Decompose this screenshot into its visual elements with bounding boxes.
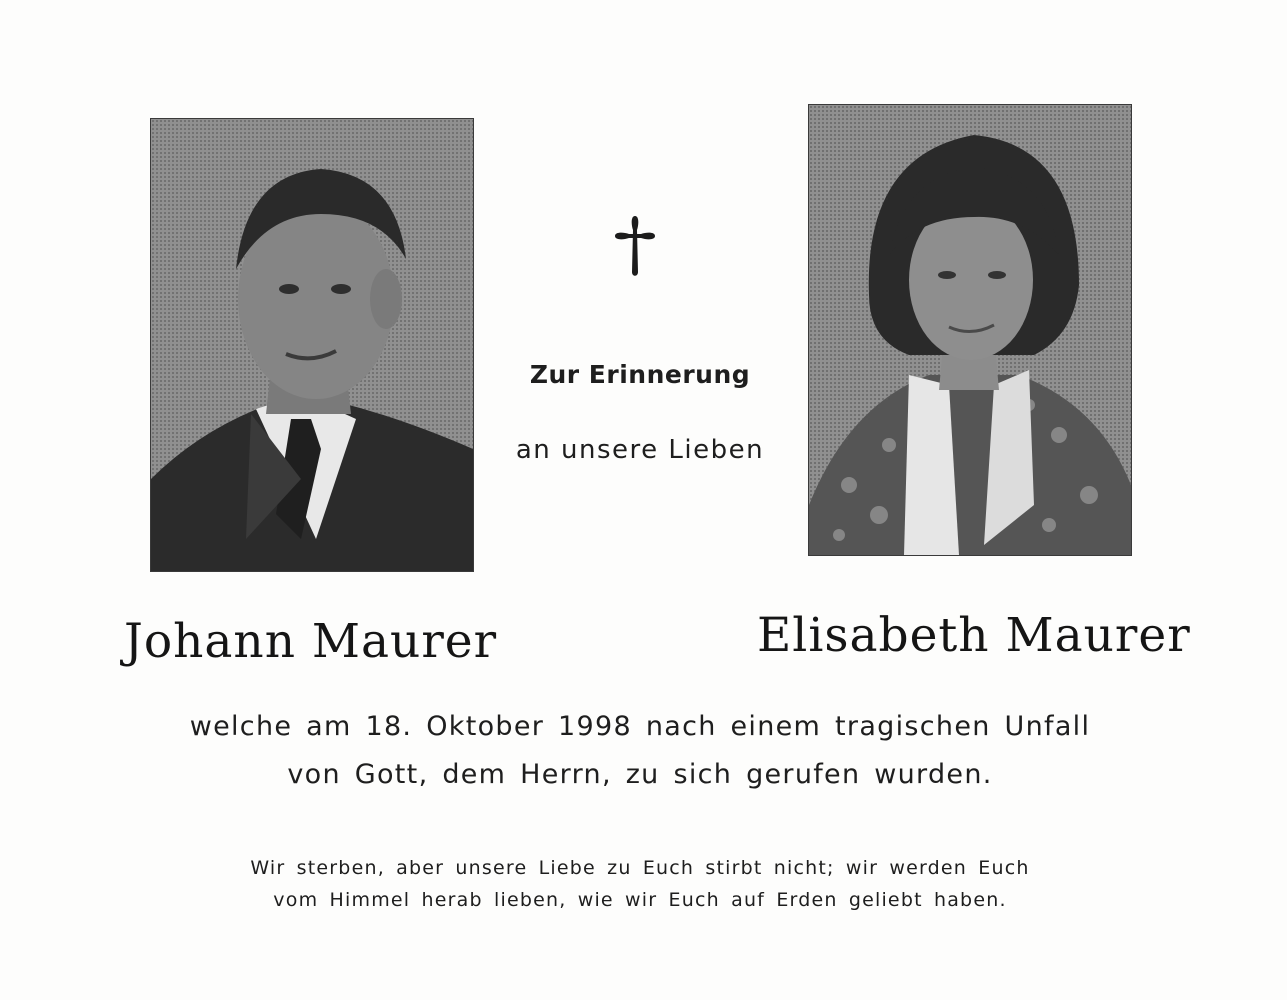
- name-elisabeth: Elisabeth Maurer: [757, 608, 1191, 663]
- portrait-johann: [150, 118, 474, 572]
- portrait-elisabeth: [808, 104, 1132, 556]
- portrait-man-icon: [151, 119, 473, 571]
- heading-title: Zur Erinnerung: [529, 360, 751, 389]
- portrait-woman-icon: [809, 105, 1131, 555]
- quote-line-2: vom Himmel herab lieben, wie wir Euch auf Erden geliebt haben.: [273, 889, 1007, 911]
- text-line-1: welche am 18. Oktober 1998 nach einem tragischen Unfall: [189, 711, 1091, 742]
- cross-icon: [612, 214, 658, 278]
- name-johann: Johann Maurer: [124, 614, 498, 669]
- quote-line-1: Wir sterben, aber unsere Liebe zu Euch stirbt nicht; wir werden Euch: [250, 857, 1030, 879]
- text-line-2: von Gott, dem Herrn, zu sich gerufen wurden.: [287, 759, 993, 790]
- heading-subtitle: an unsere Lieben: [515, 435, 765, 465]
